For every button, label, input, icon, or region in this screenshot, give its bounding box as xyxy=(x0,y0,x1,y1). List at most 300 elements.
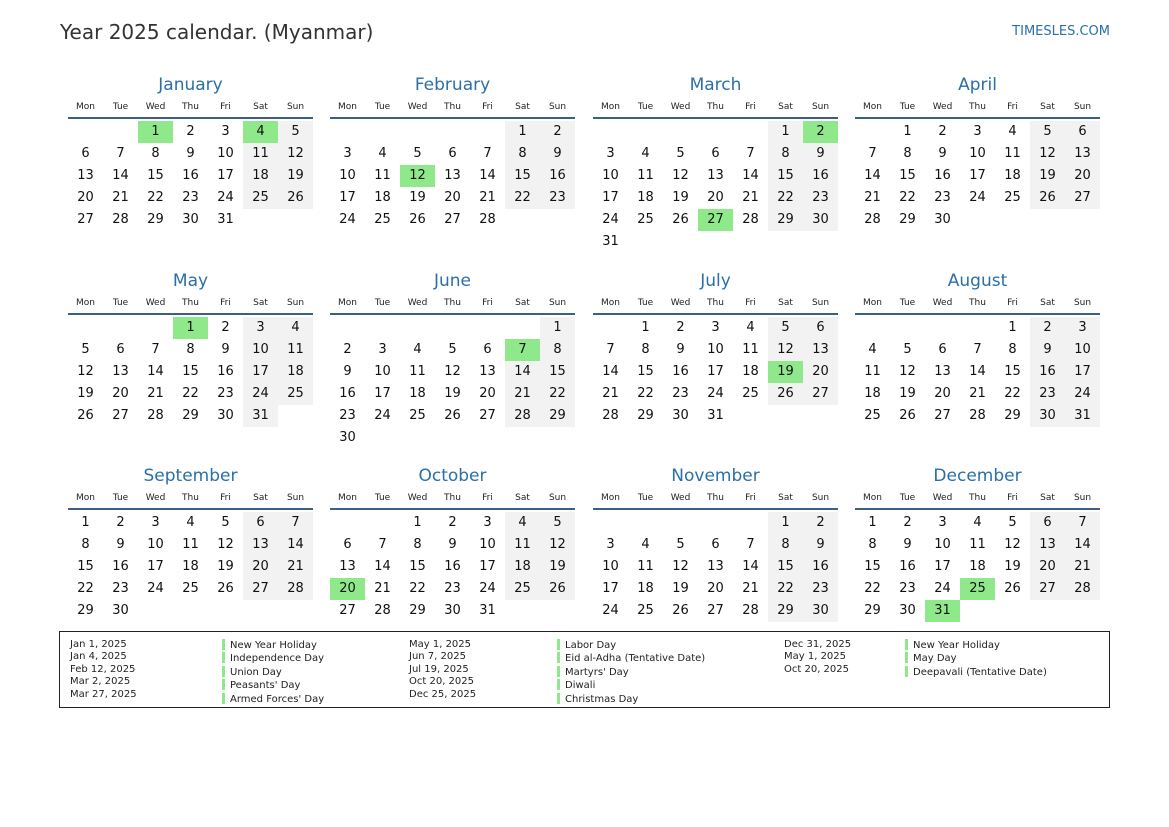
weekday-label: Tue xyxy=(112,102,129,112)
day-cell: 29 xyxy=(540,405,575,427)
day-cell: 24 xyxy=(602,603,619,618)
empty-cell xyxy=(400,317,435,339)
day-cell: 9 xyxy=(938,146,947,161)
day-cell: 13 xyxy=(444,168,461,183)
legend-holiday-name: Deepavali (Tentative Date) xyxy=(913,666,1047,678)
day-cell: 1 xyxy=(768,121,803,143)
day-cell: 19 xyxy=(444,386,461,401)
weekday-label: Tue xyxy=(374,298,391,308)
day-cell: 16 xyxy=(934,168,951,183)
day-cell: 20 xyxy=(707,190,724,205)
day-cell: 11 xyxy=(637,559,654,574)
empty-cell xyxy=(103,317,138,339)
day-cell: 28 xyxy=(278,578,313,600)
empty-cell xyxy=(855,121,890,143)
legend-dates-col xyxy=(409,639,476,701)
day-cell: 7 xyxy=(278,512,313,534)
weekday-label: Fri xyxy=(482,102,493,112)
day-cell: 25 xyxy=(243,187,278,209)
day-cell: 5 xyxy=(903,342,912,357)
weekday-label: Sun xyxy=(548,493,567,503)
day-grid xyxy=(855,512,1100,622)
day-cell: 7 xyxy=(868,146,877,161)
day-cell: 31 xyxy=(1065,405,1100,427)
month-name: June xyxy=(433,271,472,291)
weekday-label: Sun xyxy=(811,493,830,503)
weekday-label: Thu xyxy=(444,493,461,503)
day-grid xyxy=(593,512,838,622)
day-cell: 14 xyxy=(374,559,391,574)
legend-holiday-name: Martyrs' Day xyxy=(565,666,629,678)
weekday-label: Tue xyxy=(637,102,654,112)
day-cell: 21 xyxy=(602,386,619,401)
month-october xyxy=(330,466,575,622)
day-cell: 31 xyxy=(602,234,619,249)
day-cell: 28 xyxy=(969,408,986,423)
empty-cell xyxy=(400,121,435,143)
day-cell: 22 xyxy=(637,386,654,401)
day-cell: 3 xyxy=(973,124,982,139)
day-cell: 12 xyxy=(540,534,575,556)
empty-cell xyxy=(663,512,698,534)
day-cell: 27 xyxy=(243,578,278,600)
day-cell: 24 xyxy=(969,190,986,205)
day-cell: 29 xyxy=(1004,408,1021,423)
day-cell: 22 xyxy=(540,383,575,405)
day-cell: 16 xyxy=(803,556,838,578)
legend-holiday-name: Union Day xyxy=(230,666,282,678)
holiday-day-cell: 1 xyxy=(173,317,208,339)
weekday-label: Thu xyxy=(969,298,986,308)
day-cell: 14 xyxy=(602,364,619,379)
day-cell: 3 xyxy=(1065,317,1100,339)
empty-cell xyxy=(733,121,768,143)
holiday-day-cell: 31 xyxy=(925,600,960,622)
day-cell: 14 xyxy=(112,168,129,183)
day-cell: 5 xyxy=(221,515,230,530)
day-cell: 12 xyxy=(899,364,916,379)
day-cell: 7 xyxy=(151,342,160,357)
day-cell: 6 xyxy=(1065,121,1100,143)
legend-date: Oct 20, 2025 xyxy=(409,676,474,688)
day-cell: 22 xyxy=(505,187,540,209)
day-cell: 9 xyxy=(676,342,685,357)
day-cell: 7 xyxy=(116,146,125,161)
day-cell: 14 xyxy=(1065,534,1100,556)
empty-cell xyxy=(698,121,733,143)
month-february xyxy=(330,75,575,231)
empty-cell xyxy=(593,512,628,534)
day-cell: 26 xyxy=(1004,581,1021,596)
day-cell: 6 xyxy=(81,146,90,161)
day-cell: 15 xyxy=(1004,364,1021,379)
day-cell: 1 xyxy=(903,124,912,139)
empty-cell xyxy=(330,317,365,339)
day-cell: 15 xyxy=(505,165,540,187)
day-cell: 15 xyxy=(637,364,654,379)
legend-names-col xyxy=(222,639,324,706)
legend-color-bar xyxy=(557,666,560,677)
day-cell: 7 xyxy=(973,342,982,357)
day-cell: 3 xyxy=(221,124,230,139)
day-cell: 26 xyxy=(77,408,94,423)
day-cell: 15 xyxy=(768,165,803,187)
weekday-label: Wed xyxy=(407,493,428,503)
site-link[interactable]: TIMESLES.COM xyxy=(1012,24,1110,39)
day-grid xyxy=(593,317,838,427)
day-cell: 20 xyxy=(77,190,94,205)
day-cell: 4 xyxy=(868,342,877,357)
day-cell: 30 xyxy=(217,408,234,423)
day-cell: 11 xyxy=(278,339,313,361)
empty-cell xyxy=(435,317,470,339)
day-cell: 15 xyxy=(182,364,199,379)
empty-cell xyxy=(663,121,698,143)
day-cell: 18 xyxy=(182,559,199,574)
day-cell: 8 xyxy=(868,537,877,552)
legend-holiday-name: Labor Day xyxy=(565,640,617,651)
day-cell: 29 xyxy=(768,600,803,622)
legend-color-bar xyxy=(557,693,560,704)
legend-holiday xyxy=(557,639,705,652)
day-cell: 4 xyxy=(278,317,313,339)
day-cell: 4 xyxy=(378,146,387,161)
month-november xyxy=(593,466,838,622)
day-cell: 5 xyxy=(448,342,457,357)
day-cell: 10 xyxy=(339,168,356,183)
weekday-label: Fri xyxy=(1007,102,1018,112)
day-cell: 9 xyxy=(221,342,230,357)
day-cell: 30 xyxy=(672,408,689,423)
weekday-label: Sat xyxy=(778,298,793,308)
holiday-legend xyxy=(59,631,1110,708)
weekday-label: Sat xyxy=(253,493,268,503)
day-cell: 23 xyxy=(540,187,575,209)
day-cell: 13 xyxy=(479,364,496,379)
day-cell: 20 xyxy=(707,581,724,596)
day-cell: 13 xyxy=(803,339,838,361)
day-cell: 5 xyxy=(1008,515,1017,530)
day-cell: 28 xyxy=(1065,578,1100,600)
day-cell: 18 xyxy=(374,190,391,205)
legend-holiday-name: Diwali xyxy=(565,680,596,692)
day-cell: 26 xyxy=(444,408,461,423)
day-cell: 10 xyxy=(147,537,164,552)
legend-date: Jan 4, 2025 xyxy=(70,651,127,663)
weekday-label: Sun xyxy=(1073,298,1092,308)
weekday-label: Fri xyxy=(745,102,756,112)
day-cell: 22 xyxy=(768,187,803,209)
day-cell: 20 xyxy=(479,386,496,401)
day-cell: 16 xyxy=(540,165,575,187)
empty-cell xyxy=(103,121,138,143)
day-cell: 28 xyxy=(479,212,496,227)
day-cell: 23 xyxy=(444,581,461,596)
day-cell: 21 xyxy=(112,190,129,205)
day-cell: 29 xyxy=(864,603,881,618)
holiday-day-cell: 4 xyxy=(243,121,278,143)
day-cell: 12 xyxy=(444,364,461,379)
legend-color-bar xyxy=(222,639,225,650)
weekday-header xyxy=(68,296,313,315)
day-cell: 16 xyxy=(182,168,199,183)
weekday-label: Mon xyxy=(601,298,620,308)
day-cell: 5 xyxy=(1030,121,1065,143)
month-name: July xyxy=(700,271,731,291)
day-cell: 13 xyxy=(339,559,356,574)
day-cell: 28 xyxy=(742,603,759,618)
empty-cell xyxy=(68,121,103,143)
day-cell: 26 xyxy=(672,212,689,227)
weekday-label: Wed xyxy=(932,102,953,112)
day-cell: 27 xyxy=(803,383,838,405)
day-cell: 1 xyxy=(540,317,575,339)
day-cell: 28 xyxy=(602,408,619,423)
legend-holiday xyxy=(557,652,705,665)
weekday-label: Tue xyxy=(637,298,654,308)
day-cell: 10 xyxy=(1065,339,1100,361)
day-cell: 11 xyxy=(637,168,654,183)
weekday-header xyxy=(330,100,575,119)
day-cell: 4 xyxy=(641,537,650,552)
day-cell: 29 xyxy=(182,408,199,423)
legend-date: Jan 1, 2025 xyxy=(70,639,127,650)
day-cell: 13 xyxy=(934,364,951,379)
day-cell: 25 xyxy=(374,212,391,227)
day-cell: 8 xyxy=(413,537,422,552)
calendar-grid xyxy=(68,75,1101,625)
weekday-label: Sat xyxy=(1040,102,1055,112)
day-cell: 19 xyxy=(672,581,689,596)
month-name: August xyxy=(947,271,1008,291)
day-cell: 10 xyxy=(374,364,391,379)
weekday-header xyxy=(68,100,313,119)
empty-cell xyxy=(925,317,960,339)
legend-color-bar xyxy=(222,679,225,690)
weekday-label: Thu xyxy=(969,102,986,112)
day-grid xyxy=(855,121,1100,231)
weekday-label: Mon xyxy=(863,102,882,112)
day-grid xyxy=(855,317,1100,427)
weekday-label: Mon xyxy=(338,493,357,503)
day-cell: 26 xyxy=(217,581,234,596)
month-name: April xyxy=(958,75,997,95)
day-cell: 13 xyxy=(1030,534,1065,556)
empty-cell xyxy=(330,512,365,534)
day-cell: 11 xyxy=(243,143,278,165)
weekday-label: Wed xyxy=(407,298,428,308)
day-cell: 3 xyxy=(151,515,160,530)
day-cell: 6 xyxy=(711,537,720,552)
legend-holiday xyxy=(905,666,1047,679)
day-cell: 28 xyxy=(505,405,540,427)
empty-cell xyxy=(505,317,540,339)
day-cell: 18 xyxy=(742,364,759,379)
day-cell: 20 xyxy=(1030,556,1065,578)
day-cell: 12 xyxy=(768,339,803,361)
day-cell: 23 xyxy=(1030,383,1065,405)
weekday-label: Sun xyxy=(811,102,830,112)
day-cell: 17 xyxy=(217,168,234,183)
day-cell: 21 xyxy=(479,190,496,205)
legend-date: Dec 31, 2025 xyxy=(784,639,852,650)
weekday-label: Thu xyxy=(969,493,986,503)
weekday-label: Mon xyxy=(863,298,882,308)
day-cell: 10 xyxy=(479,537,496,552)
legend-holiday-name: Eid al-Adha (Tentative Date) xyxy=(565,653,706,665)
day-cell: 23 xyxy=(217,386,234,401)
day-cell: 28 xyxy=(864,212,881,227)
weekday-label: Fri xyxy=(220,102,231,112)
day-cell: 8 xyxy=(768,534,803,556)
day-cell: 14 xyxy=(742,168,759,183)
day-cell: 15 xyxy=(409,559,426,574)
day-cell: 12 xyxy=(1004,537,1021,552)
month-august xyxy=(855,271,1100,427)
weekday-label: Tue xyxy=(637,493,654,503)
legend-date: Oct 20, 2025 xyxy=(784,663,849,675)
legend-holiday xyxy=(222,693,324,706)
weekday-label: Thu xyxy=(707,102,724,112)
weekday-label: Wed xyxy=(932,493,953,503)
day-cell: 4 xyxy=(186,515,195,530)
day-cell: 15 xyxy=(147,168,164,183)
day-cell: 6 xyxy=(343,537,352,552)
day-cell: 16 xyxy=(1030,361,1065,383)
weekday-label: Sat xyxy=(778,102,793,112)
day-cell: 15 xyxy=(77,559,94,574)
holiday-day-cell: 2 xyxy=(803,121,838,143)
day-cell: 10 xyxy=(934,537,951,552)
weekday-header xyxy=(330,296,575,315)
day-cell: 25 xyxy=(278,383,313,405)
legend-date: Mar 27, 2025 xyxy=(70,688,137,700)
legend-holiday-name: Peasants' Day xyxy=(230,680,301,692)
day-cell: 21 xyxy=(742,190,759,205)
day-cell: 8 xyxy=(540,339,575,361)
day-cell: 7 xyxy=(378,537,387,552)
weekday-label: Tue xyxy=(899,493,916,503)
day-cell: 25 xyxy=(742,386,759,401)
weekday-label: Fri xyxy=(1007,493,1018,503)
day-cell: 2 xyxy=(343,342,352,357)
legend-dates-col xyxy=(70,639,137,701)
day-cell: 25 xyxy=(637,603,654,618)
day-cell: 17 xyxy=(243,361,278,383)
day-cell: 21 xyxy=(742,581,759,596)
day-cell: 12 xyxy=(278,143,313,165)
day-cell: 3 xyxy=(606,146,615,161)
month-december xyxy=(855,466,1100,622)
day-cell: 5 xyxy=(278,121,313,143)
day-cell: 19 xyxy=(278,165,313,187)
weekday-label: Thu xyxy=(182,298,199,308)
legend-color-bar xyxy=(222,693,225,704)
empty-cell xyxy=(855,317,890,339)
empty-cell xyxy=(365,317,400,339)
weekday-header xyxy=(593,100,838,119)
day-cell: 21 xyxy=(969,386,986,401)
day-cell: 30 xyxy=(339,430,356,445)
legend-holiday xyxy=(557,666,705,679)
empty-cell xyxy=(628,121,663,143)
weekday-label: Wed xyxy=(145,102,166,112)
day-cell: 24 xyxy=(374,408,391,423)
day-cell: 29 xyxy=(409,603,426,618)
day-cell: 27 xyxy=(444,212,461,227)
weekday-label: Fri xyxy=(220,493,231,503)
weekday-label: Sun xyxy=(548,102,567,112)
day-cell: 29 xyxy=(637,408,654,423)
day-cell: 6 xyxy=(116,342,125,357)
weekday-label: Thu xyxy=(182,102,199,112)
legend-holiday-name: Christmas Day xyxy=(565,693,639,705)
day-cell: 7 xyxy=(746,537,755,552)
day-cell: 12 xyxy=(672,559,689,574)
day-cell: 9 xyxy=(803,143,838,165)
day-cell: 19 xyxy=(1004,559,1021,574)
day-cell: 16 xyxy=(803,165,838,187)
day-cell: 24 xyxy=(217,190,234,205)
day-cell: 2 xyxy=(938,124,947,139)
day-cell: 1 xyxy=(81,515,90,530)
day-cell: 18 xyxy=(243,165,278,187)
legend-holiday xyxy=(222,639,324,652)
day-cell: 29 xyxy=(77,603,94,618)
weekday-label: Mon xyxy=(601,102,620,112)
weekday-label: Sat xyxy=(1040,298,1055,308)
day-cell: 23 xyxy=(339,408,356,423)
day-cell: 23 xyxy=(899,581,916,596)
day-cell: 3 xyxy=(606,537,615,552)
legend-holiday xyxy=(905,639,1047,652)
day-cell: 24 xyxy=(479,581,496,596)
month-name: November xyxy=(671,466,760,486)
legend-color-bar xyxy=(905,666,908,677)
day-cell: 14 xyxy=(742,559,759,574)
weekday-label: Tue xyxy=(374,102,391,112)
day-cell: 18 xyxy=(1004,168,1021,183)
day-cell: 17 xyxy=(147,559,164,574)
weekday-header xyxy=(855,296,1100,315)
day-cell: 25 xyxy=(182,581,199,596)
legend-holiday xyxy=(557,693,705,706)
day-cell: 15 xyxy=(540,361,575,383)
month-april xyxy=(855,75,1100,231)
weekday-label: Thu xyxy=(444,298,461,308)
empty-cell xyxy=(960,317,995,339)
legend-holiday-name: Independence Day xyxy=(230,653,325,665)
day-cell: 17 xyxy=(1065,361,1100,383)
legend-date: May 1, 2025 xyxy=(409,639,472,650)
day-grid xyxy=(68,317,313,427)
holiday-day-cell: 1 xyxy=(138,121,173,143)
day-cell: 24 xyxy=(147,581,164,596)
day-cell: 2 xyxy=(448,515,457,530)
legend-holiday xyxy=(222,679,324,692)
day-cell: 10 xyxy=(602,559,619,574)
weekday-label: Sat xyxy=(253,102,268,112)
day-cell: 23 xyxy=(112,581,129,596)
weekday-label: Fri xyxy=(1007,298,1018,308)
day-cell: 11 xyxy=(409,364,426,379)
day-cell: 2 xyxy=(903,515,912,530)
empty-cell xyxy=(593,317,628,339)
day-cell: 2 xyxy=(186,124,195,139)
day-cell: 1 xyxy=(413,515,422,530)
holiday-day-cell: 27 xyxy=(698,209,733,231)
day-cell: 11 xyxy=(864,364,881,379)
